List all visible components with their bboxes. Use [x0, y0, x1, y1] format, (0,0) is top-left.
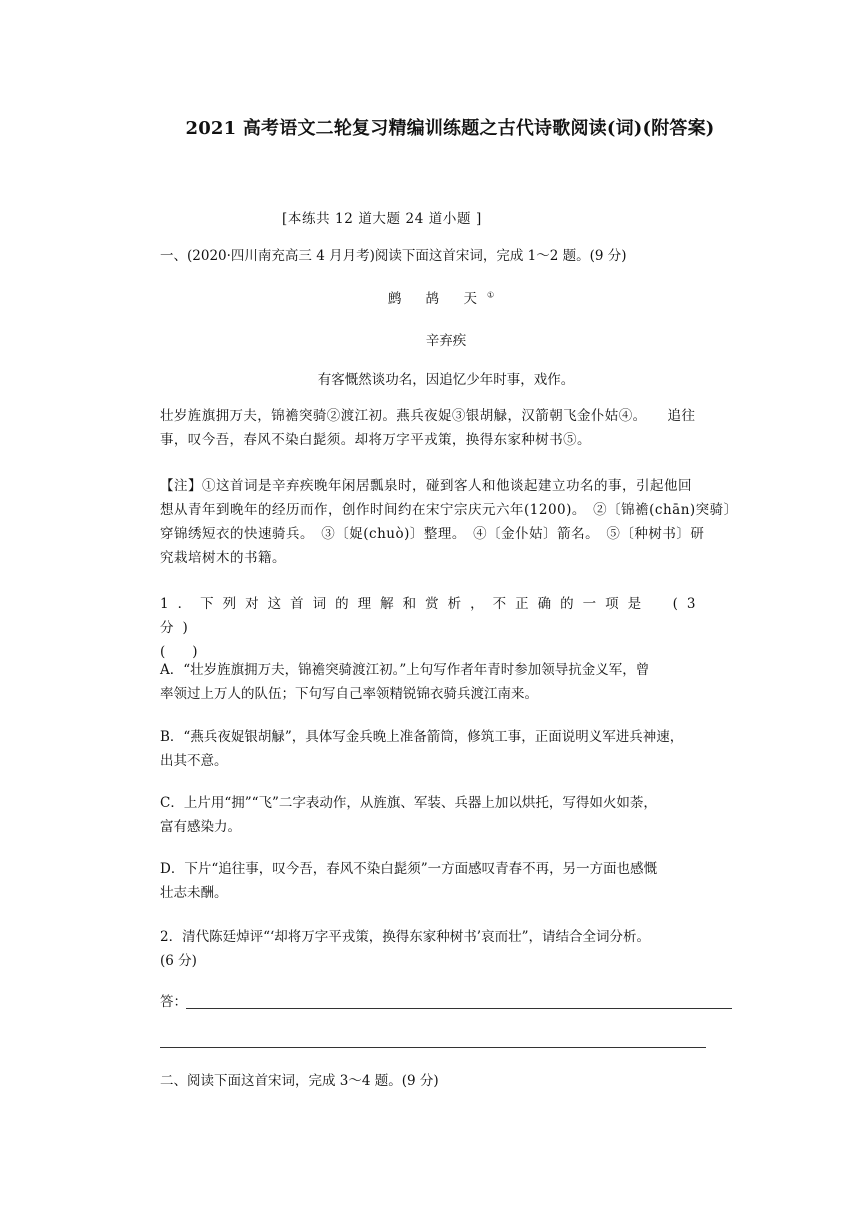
section-heading-2: 二、阅读下面这首宋词，完成 3～4 题。(9 分)	[160, 1073, 439, 1089]
document-subtitle: [本练共 12 道大题 24 道小题 ]	[282, 211, 482, 227]
option-d	[160, 857, 732, 905]
poem-title	[160, 287, 732, 307]
option-a-line-1: A．“壮岁旌旗拥万夫，锦襜突骑渡江初。”上句写作者年青时参加领导抗金义军，曾	[160, 662, 650, 678]
poem-body-line-2: 事，叹今吾，春风不染白髭须。却将万字平戎策，换得东家种树书⑤。	[160, 432, 591, 448]
question-2-stem: 2．清代陈廷焯评“‘却将万字平戎策，换得东家种树书’哀而壮”，请结合全词分析。	[160, 929, 650, 945]
poem-preface: 有客慨然谈功名，因追忆少年时事，戏作。	[317, 372, 575, 388]
option-b-line-1: B．“燕兵夜娖银胡觮”，具体写金兵晚上准备箭筒，修筑工事，正面说明义军进兵神速，	[160, 729, 684, 745]
option-a	[160, 658, 732, 706]
notes-line-1: 【注】①这首词是辛弃疾晚年闲居瓢泉时，碰到客人和他谈起建立功名的事，引起他回	[160, 478, 692, 494]
option-c	[160, 791, 732, 839]
notes-line-2: 想从青年到晚年的经历而作，创作时间约在宋宁宗庆元六年(1200)。 ②〔锦襜(chān)突骑〕	[160, 502, 738, 518]
poem-author: 辛弃疾	[425, 333, 467, 349]
option-d-line-1: D．下片“追往事，叹今吾，春风不染白髭须”一方面感叹青春不再，另一方面也感慨	[160, 861, 658, 877]
option-a-line-2: 率领过上万人的队伍；下句写自己率领精锐锦衣骑兵渡江南来。	[160, 686, 538, 702]
question-2-points: (6 分)	[160, 953, 197, 969]
poem-body	[160, 404, 732, 452]
notes-line-3: 穿锦绣短衣的快速骑兵。 ③〔娖(chuò)〕整理。 ④〔金仆姑〕箭名。 ⑤〔种树书〕研	[160, 526, 705, 542]
document-title: 2021 高考语文二轮复习精编训练题之古代诗歌阅读(词)(附答案)	[185, 118, 715, 139]
poem-title-text: 鹧 鸪 天	[387, 291, 487, 307]
option-d-line-2: 壮志未酬。	[160, 885, 228, 901]
question-1-stem: 1．下列对这首词的理解和赏析，不正确的一项是 (3 分)	[160, 596, 705, 636]
answer-line-1[interactable]	[186, 1008, 732, 1009]
poem-body-line-1: 壮岁旌旗拥万夫，锦襜突骑②渡江初。燕兵夜娖③银胡觮，汉箭朝飞金仆姑④。 追往	[160, 408, 696, 424]
answer-label: 答：	[160, 994, 187, 1010]
option-c-line-1: C．上片用“拥”“飞”二字表动作，从旌旗、军装、兵器上加以烘托，写得如火如荼，	[160, 795, 657, 811]
notes-line-4: 究栽培树木的书籍。	[160, 550, 286, 566]
poem-title-note-marker: ①	[486, 290, 505, 300]
option-b	[160, 725, 732, 773]
option-c-line-2: 富有感染力。	[160, 819, 241, 835]
answer-line-2[interactable]	[160, 1047, 706, 1048]
poem-notes	[160, 474, 738, 570]
question-2	[160, 925, 732, 973]
question-1	[160, 592, 732, 664]
question-1-answer-slot: ( )	[160, 644, 198, 660]
section-heading-1: 一、(2020·四川南充高三 4 月月考)阅读下面这首宋词，完成 1～2 题。(9 分)	[160, 248, 627, 264]
option-b-line-2: 出其不意。	[160, 753, 228, 769]
